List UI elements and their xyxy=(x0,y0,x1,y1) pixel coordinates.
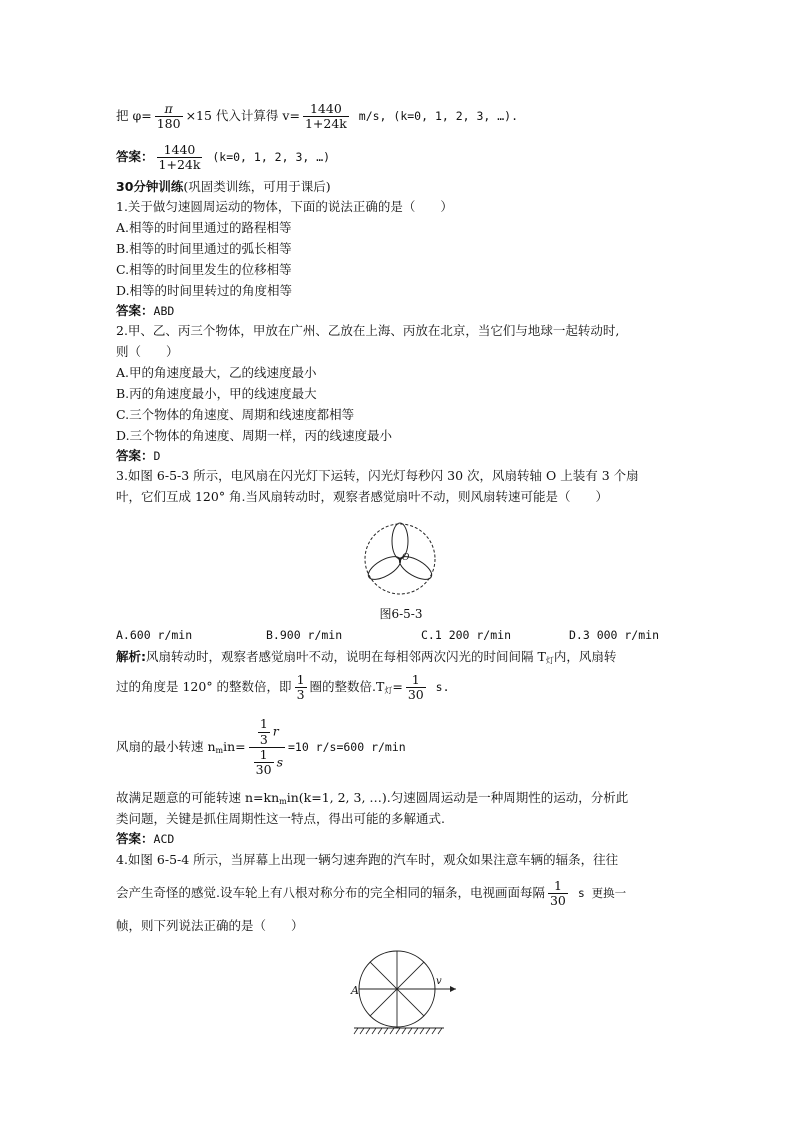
analysis-line-1 xyxy=(116,646,686,667)
question-stem-cont: 叶，它们互成 120° 角.当风扇转动时，观察者感觉扇叶不动，则风扇转速可能是（ ） xyxy=(116,489,609,504)
question-stem-cont: 则（ ） xyxy=(116,344,179,359)
subscript: m xyxy=(279,797,287,806)
answer-value: ACD xyxy=(153,832,175,846)
fraction-denominator: 3 xyxy=(296,687,305,702)
equals-sign: = xyxy=(392,679,403,694)
fraction-velocity xyxy=(303,102,349,132)
analysis-text: 过的角度是 120° 的整数倍，即 xyxy=(116,679,292,694)
compound-numerator xyxy=(253,717,281,747)
fan-figure xyxy=(360,519,440,599)
fraction-pi-180 xyxy=(155,102,183,132)
general-text: 故满足题意的可能转速 n=kn xyxy=(116,790,280,805)
fraction-numerator: 1 xyxy=(296,671,305,687)
fraction-one-third xyxy=(258,717,270,747)
fraction-numerator: 1 xyxy=(553,877,562,893)
fraction-denominator: 3 xyxy=(259,731,268,747)
fraction-one-thirtieth xyxy=(548,879,568,909)
figure-6-5-3-block xyxy=(116,507,686,621)
question-3 xyxy=(116,465,686,848)
min-speed-in: in= xyxy=(223,739,246,754)
question-stem: 4.如图 6-5-4 所示，当屏幕上出现一辆匀速奔跑的汽车时，观众如果注意车辆的辐条，往往 xyxy=(116,852,619,867)
option-a: A.相等的时间里通过的路程相等 xyxy=(116,220,292,235)
general-line-1 xyxy=(116,787,686,808)
answer-fraction xyxy=(157,143,203,173)
previous-answer-line xyxy=(116,136,686,178)
figure-caption: 图6-5-3 xyxy=(379,607,423,621)
question-1 xyxy=(116,196,686,320)
option-b: B.丙的角速度最小，甲的线速度最大 xyxy=(116,386,317,401)
option-c: C.1 200 r/min xyxy=(421,628,512,642)
fraction-numerator: 1440 xyxy=(163,141,196,157)
fraction-denominator: 30 xyxy=(255,762,272,778)
compound-denominator xyxy=(249,747,285,778)
formula-mid: ×15 代入计算得 v= xyxy=(185,108,300,123)
analysis-text-end: 内，风扇转 xyxy=(553,649,617,664)
section-title: 30分钟训练 xyxy=(116,179,184,194)
axis-label-o: O xyxy=(402,553,410,563)
subscript: m xyxy=(215,746,224,755)
point-label-a: A xyxy=(351,984,359,997)
unit-s: s xyxy=(276,754,283,770)
general-line-2: 类问题，关键是抓住周期性这一特点，得出可能的多解通式. xyxy=(116,811,445,826)
stem-text: 会产生奇怪的感觉.设车轮上有八根对称分布的完全相同的辐条，电视画面每隔 xyxy=(116,885,545,900)
wheel-figure xyxy=(352,946,462,1046)
fraction-one-thirtieth xyxy=(254,748,274,778)
question-stem-cont xyxy=(116,872,686,914)
fraction-one-thirtieth xyxy=(406,673,426,703)
fraction-denominator: 30 xyxy=(407,687,424,702)
answer-line xyxy=(116,301,686,320)
question-2 xyxy=(116,320,686,465)
fraction-denominator: 1+24k xyxy=(158,157,201,172)
option-b: B.900 r/min xyxy=(266,628,343,642)
subscript: 灯 xyxy=(384,686,393,695)
fraction-numerator: 1 xyxy=(411,671,420,687)
min-speed-line xyxy=(116,707,686,787)
answer-label: 答案： xyxy=(116,149,154,164)
answer-label: 答案： xyxy=(116,303,154,318)
question-stem: 3.如图 6-5-3 所示，电风扇在闪光灯下运转，闪光灯每秒闪 30 次，风扇转轴 O 上装有 3 个扇 xyxy=(116,468,639,483)
answer-label: 答案： xyxy=(116,448,154,463)
answer-line xyxy=(116,829,686,848)
option-d: D.三个物体的角速度、周期一样，丙的线速度最小 xyxy=(116,428,393,443)
fraction-numerator: 1440 xyxy=(309,100,342,116)
velocity-label-v: v xyxy=(436,976,442,987)
analysis-text: 风扇转动时，观察者感觉扇叶不动，说明在每相邻两次闪光的时间间隔 T xyxy=(146,649,546,664)
fraction-one-third xyxy=(295,673,307,703)
general-text-end: in(k=1, 2, 3, …).匀速圆周运动是一种周期性的运动，分析此 xyxy=(286,790,629,805)
answer-label: 答案： xyxy=(116,831,154,846)
answer-value: ABD xyxy=(153,304,175,318)
subscript: 灯 xyxy=(545,656,554,665)
min-speed-result: =10 r/s=600 r/min xyxy=(287,740,406,754)
answer-suffix: (k=0, 1, 2, 3, …) xyxy=(205,150,331,164)
option-a: A.甲的角速度最大，乙的线速度最小 xyxy=(116,365,317,380)
question-stem: 2.甲、乙、丙三个物体，甲放在广州、乙放在上海、丙放在北京，当它们与地球一起转动时, xyxy=(116,323,620,338)
formula-line xyxy=(116,96,686,136)
min-speed-text: 风扇的最小转速 n xyxy=(116,739,216,754)
fraction-numerator: 1 xyxy=(259,716,268,732)
answer-line xyxy=(116,446,686,465)
fraction-numerator: 1 xyxy=(259,747,268,762)
analysis-text-end: s. xyxy=(428,680,450,694)
option-b: B.相等的时间里通过的弧长相等 xyxy=(116,241,292,256)
question-4 xyxy=(116,848,686,1048)
figure-6-5-4-block xyxy=(116,938,686,1048)
compound-fraction xyxy=(249,717,285,778)
document-page xyxy=(116,96,686,1048)
fraction-numerator: π xyxy=(164,100,173,116)
options-row xyxy=(116,625,686,646)
formula-prefix: 把 φ= xyxy=(116,108,152,123)
option-d: D.相等的时间里转过的角度相等 xyxy=(116,283,293,298)
unit-r: r xyxy=(272,723,279,739)
analysis-line-2 xyxy=(116,667,686,707)
question-stem: 1.关于做匀速圆周运动的物体，下面的说法正确的是（ ） xyxy=(116,199,453,214)
fraction-denominator: 180 xyxy=(156,116,181,131)
question-stem-end: 帧，则下列说法正确的是（ ） xyxy=(116,918,304,933)
formula-suffix: m/s, (k=0, 1, 2, 3, …). xyxy=(351,109,519,123)
option-c: C.相等的时间里发生的位移相等 xyxy=(116,262,292,277)
analysis-label: 解析: xyxy=(116,649,146,664)
section-subtitle: (巩固类训练，可用于课后) xyxy=(183,179,331,194)
option-a: A.600 r/min xyxy=(116,628,193,642)
analysis-text-mid: 圈的整数倍.T xyxy=(309,679,385,694)
option-c: C.三个物体的角速度、周期和线速度都相等 xyxy=(116,407,355,422)
fraction-denominator: 1+24k xyxy=(304,116,347,131)
answer-value: D xyxy=(153,449,161,463)
option-d: D.3 000 r/min xyxy=(569,628,660,642)
fraction-denominator: 30 xyxy=(549,893,566,908)
section-header xyxy=(116,178,686,196)
stem-text-end: s 更换一 xyxy=(570,886,627,900)
